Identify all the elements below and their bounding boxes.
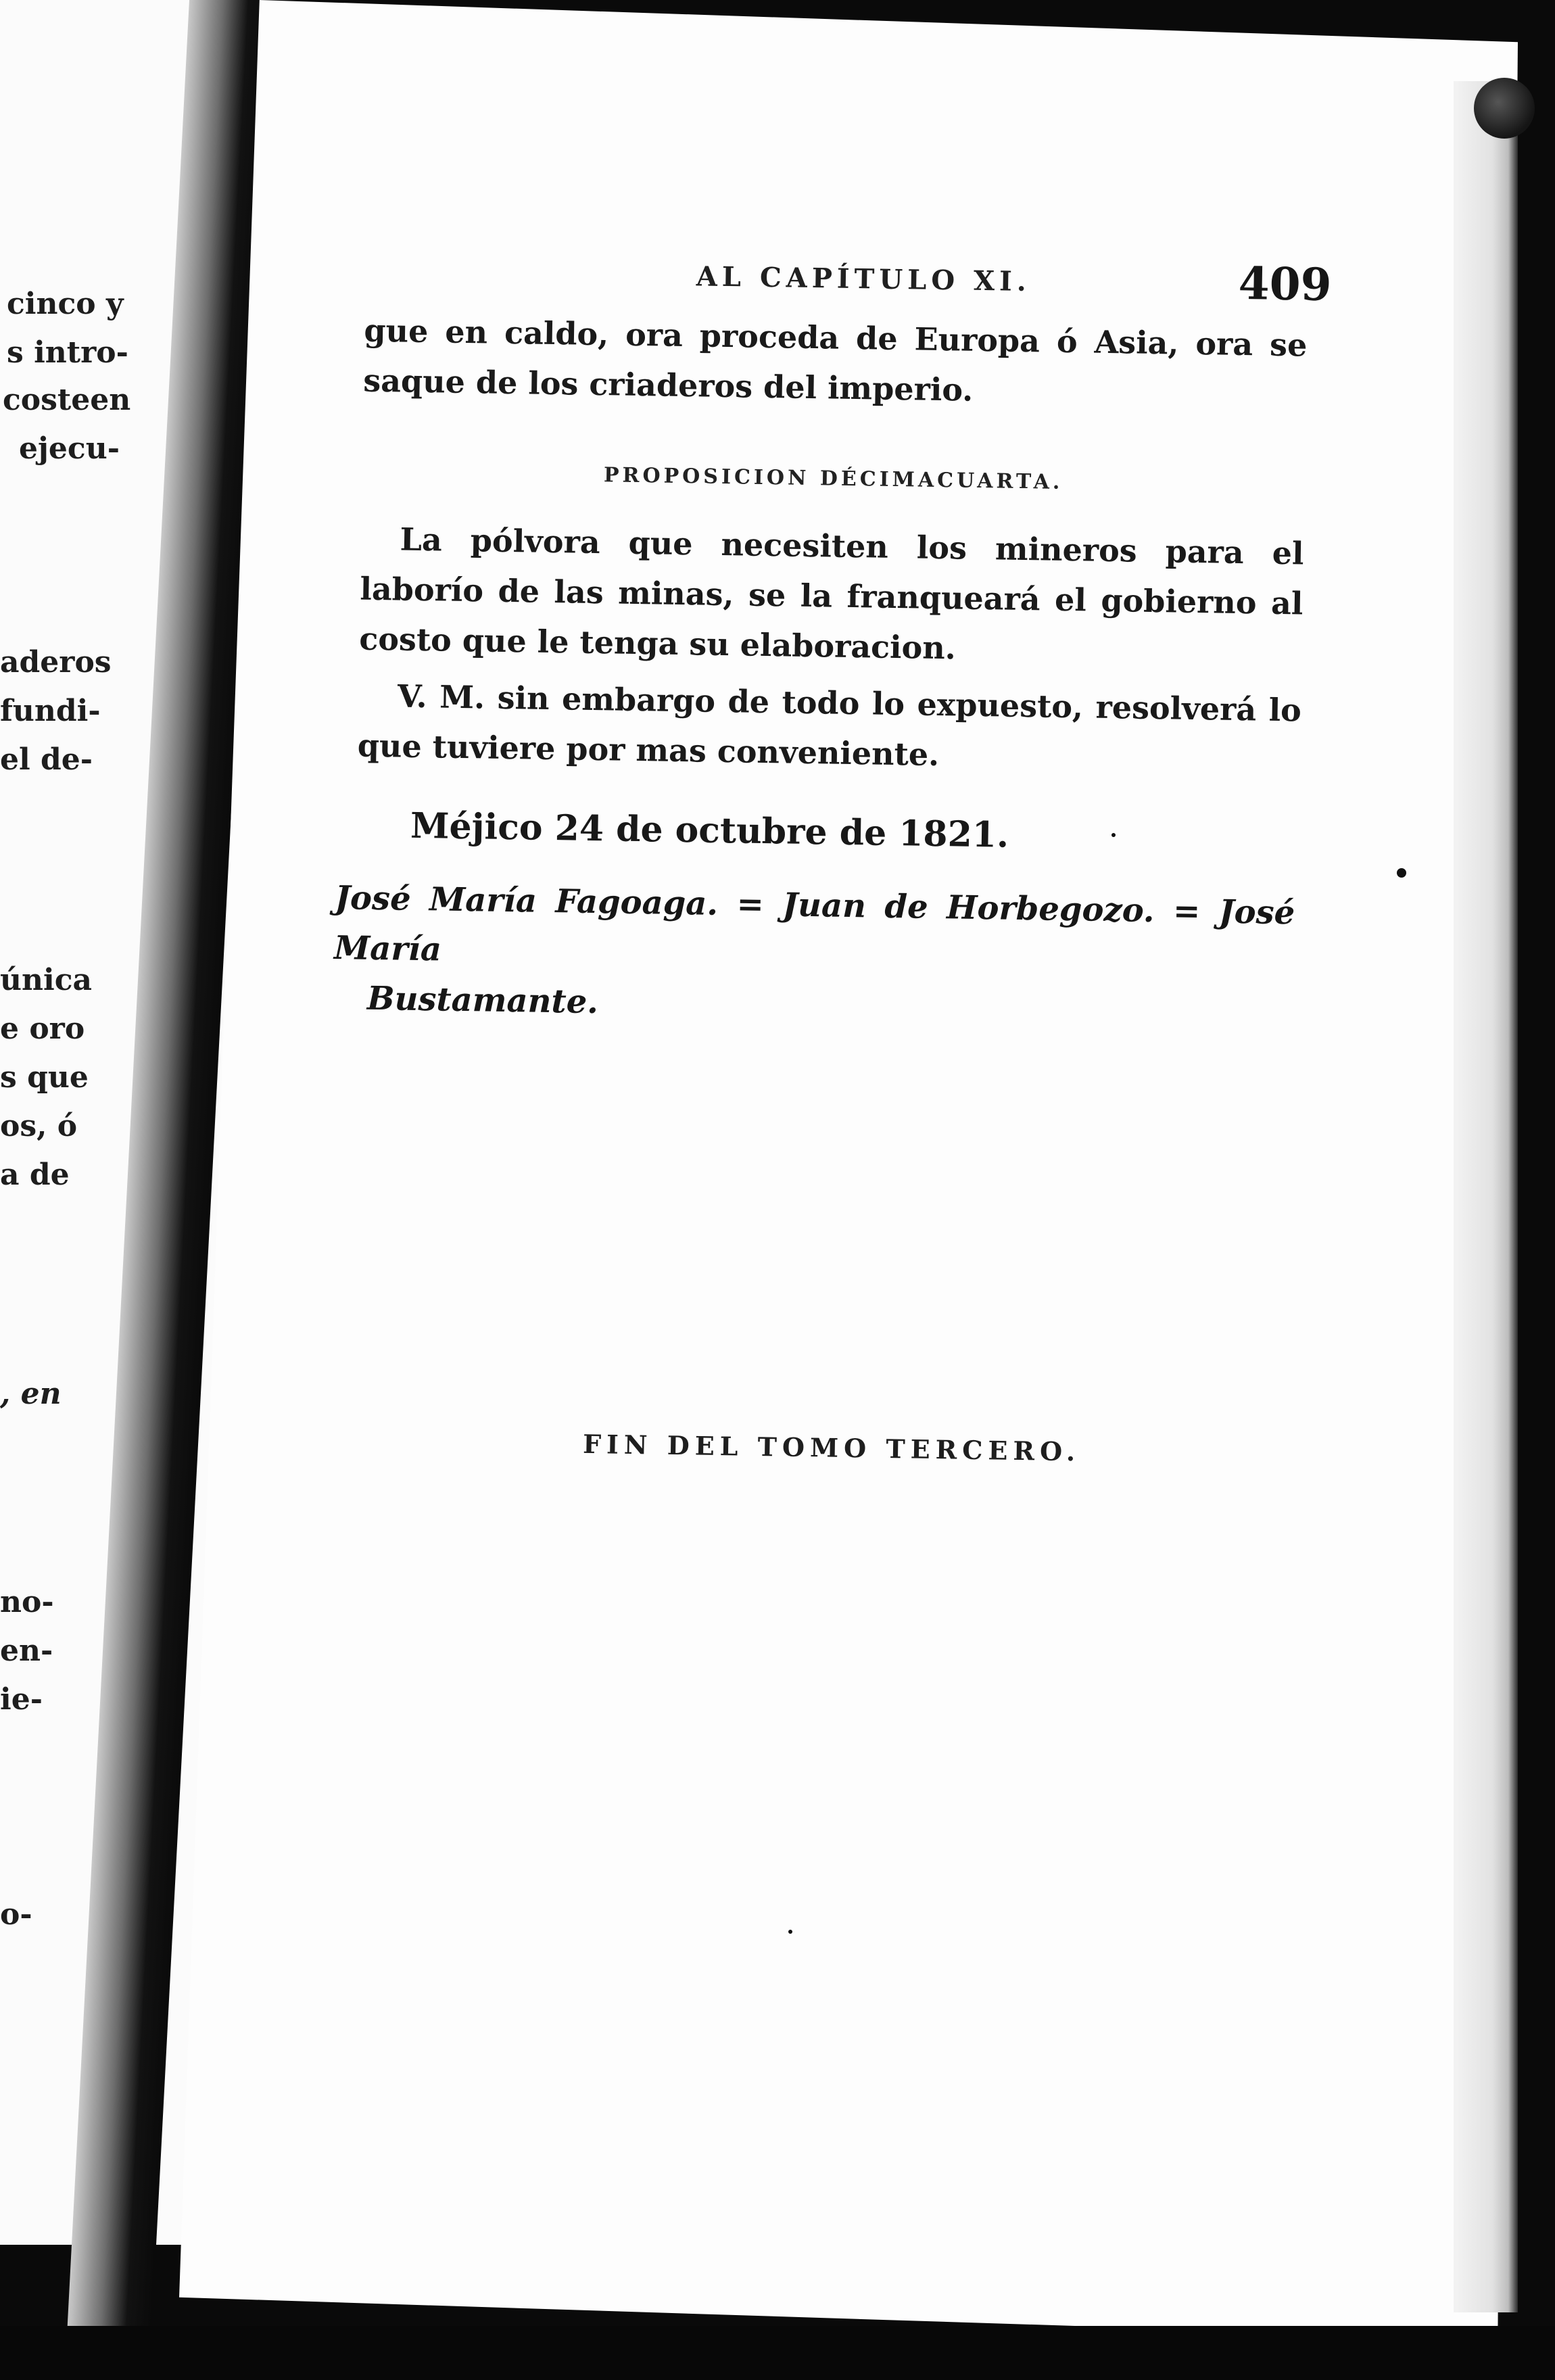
left-fragment: os, ó [0, 1109, 78, 1143]
running-head: AL CAPÍTULO XI. [696, 260, 1032, 298]
left-fragment: aderos [0, 645, 112, 680]
date-line: Méjico 24 de octubre de 1821. [410, 805, 1009, 856]
left-fragment: e oro [0, 1012, 85, 1046]
left-fragment: ejecu- [19, 431, 120, 466]
left-fragment: s intro- [7, 335, 128, 370]
signatures-line-2: Bustamante. [366, 979, 599, 1022]
left-fragment: ie- [0, 1682, 43, 1717]
ink-speck [1397, 868, 1406, 878]
section-heading: PROPOSICION DÉCIMACUARTA. [603, 463, 1063, 494]
left-fragment: s que [0, 1060, 89, 1095]
paragraph-proposition: La pólvora que necesiten los mineros para el laborío de las minas, se la franqueará el gobierno al costo que le tenga su elaboracion. [358, 521, 1304, 667]
left-fragment: , en [0, 1377, 62, 1411]
ink-speck [1111, 833, 1116, 837]
left-fragment: única [0, 963, 92, 997]
left-fragment: en- [0, 1634, 53, 1668]
left-fragment: cinco y [7, 287, 124, 321]
page-number: 409 [1238, 256, 1333, 312]
left-fragment: a de [0, 1158, 70, 1192]
paragraph-continuation: gue en caldo, ora proceda de Europa ó Asia, ora se saque de los criaderos del imperio. [362, 312, 1308, 408]
left-fragment: fundi- [0, 694, 101, 728]
left-fragment: no- [0, 1585, 54, 1619]
paragraph-closing-remark: V. M. sin embargo de todo lo expuesto, resolverá lo que tuviere por mas conveniente. [357, 677, 1302, 774]
signatures [333, 873, 1295, 1038]
left-fragment: el de- [0, 742, 93, 777]
ink-speck [788, 1930, 792, 1934]
end-of-volume-note: FIN DEL TOMO TERCERO. [582, 1428, 1081, 1467]
left-fragment: costeen [3, 383, 131, 417]
signatures-line-1: José María Fagoaga. = Juan de Horbegozo. = José María [333, 879, 1295, 969]
scan-border [0, 2326, 1555, 2380]
left-fragment: o- [0, 1897, 32, 1932]
